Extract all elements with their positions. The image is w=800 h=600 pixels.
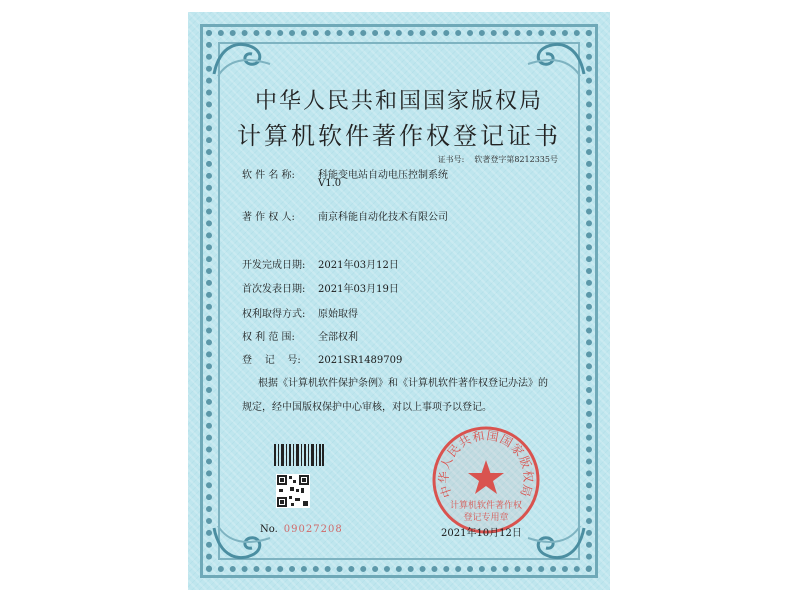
cert-number-label: 证书号:: [437, 155, 465, 164]
dev-date-row: [242, 256, 399, 271]
acquire-value: 原始取得: [318, 309, 358, 320]
certificate-title: 计算机软件著作权登记证书: [237, 122, 561, 150]
software-name-value: 科能变电站自动电压控制系统: [318, 170, 448, 181]
dev-date-label: 开发完成日期:: [242, 260, 306, 271]
scope-row: [242, 328, 358, 343]
pub-date-label: 首次发表日期:: [242, 284, 306, 295]
certificate: [188, 12, 610, 590]
reg-no-label: 登 记 号:: [242, 355, 301, 366]
statement-line-1: 根据《计算机软件保护条例》和《计算机软件著作权登记办法》的: [258, 378, 548, 389]
seal-center-line-1: 计算机软件著作权: [449, 500, 523, 510]
statement-line-2: 规定，经中国版权保护中心审核，对以上事项予以登记。: [242, 402, 492, 413]
qr-code-image: [276, 474, 310, 508]
serial-number-label: No.: [260, 524, 278, 535]
scope-value: 全部权利: [318, 332, 358, 343]
cert-number: [438, 154, 558, 165]
seal-center-line-2: 登记专用章: [463, 512, 509, 522]
owner-row: [242, 208, 448, 223]
official-seal: [430, 424, 542, 536]
owner-value: 南京科能自动化技术有限公司: [318, 212, 448, 223]
serial-number: [260, 524, 343, 535]
statement: [242, 372, 562, 420]
barcode-image: [274, 444, 324, 466]
reg-no-row: [242, 351, 402, 366]
pub-date-value: 2021年03月19日: [318, 284, 399, 295]
corner-ornament-top-left: [210, 34, 280, 80]
software-name-label: 软 件 名 称:: [242, 170, 295, 181]
owner-label: 著 作 权 人:: [242, 212, 295, 223]
software-name-row: [242, 166, 448, 181]
cert-number-value: 软著登字第8212335号: [474, 155, 558, 164]
reg-no-value: 2021SR1489709: [318, 355, 403, 366]
issue-date: 2021年10月12日: [441, 528, 522, 539]
serial-number-value: 09027208: [283, 524, 343, 535]
software-version: V1.0: [318, 178, 342, 189]
authority-title: 中华人民共和国国家版权局: [254, 89, 543, 114]
pub-date-row: [242, 280, 399, 295]
acquire-row: [242, 305, 358, 320]
seal-ring-text: 中华人民共和国国家版权局: [436, 428, 536, 500]
scope-label: 权 利 范 围:: [242, 332, 295, 343]
corner-ornament-top-right: [518, 34, 588, 80]
dev-date-value: 2021年03月12日: [318, 260, 399, 271]
acquire-label: 权利取得方式:: [242, 309, 306, 320]
